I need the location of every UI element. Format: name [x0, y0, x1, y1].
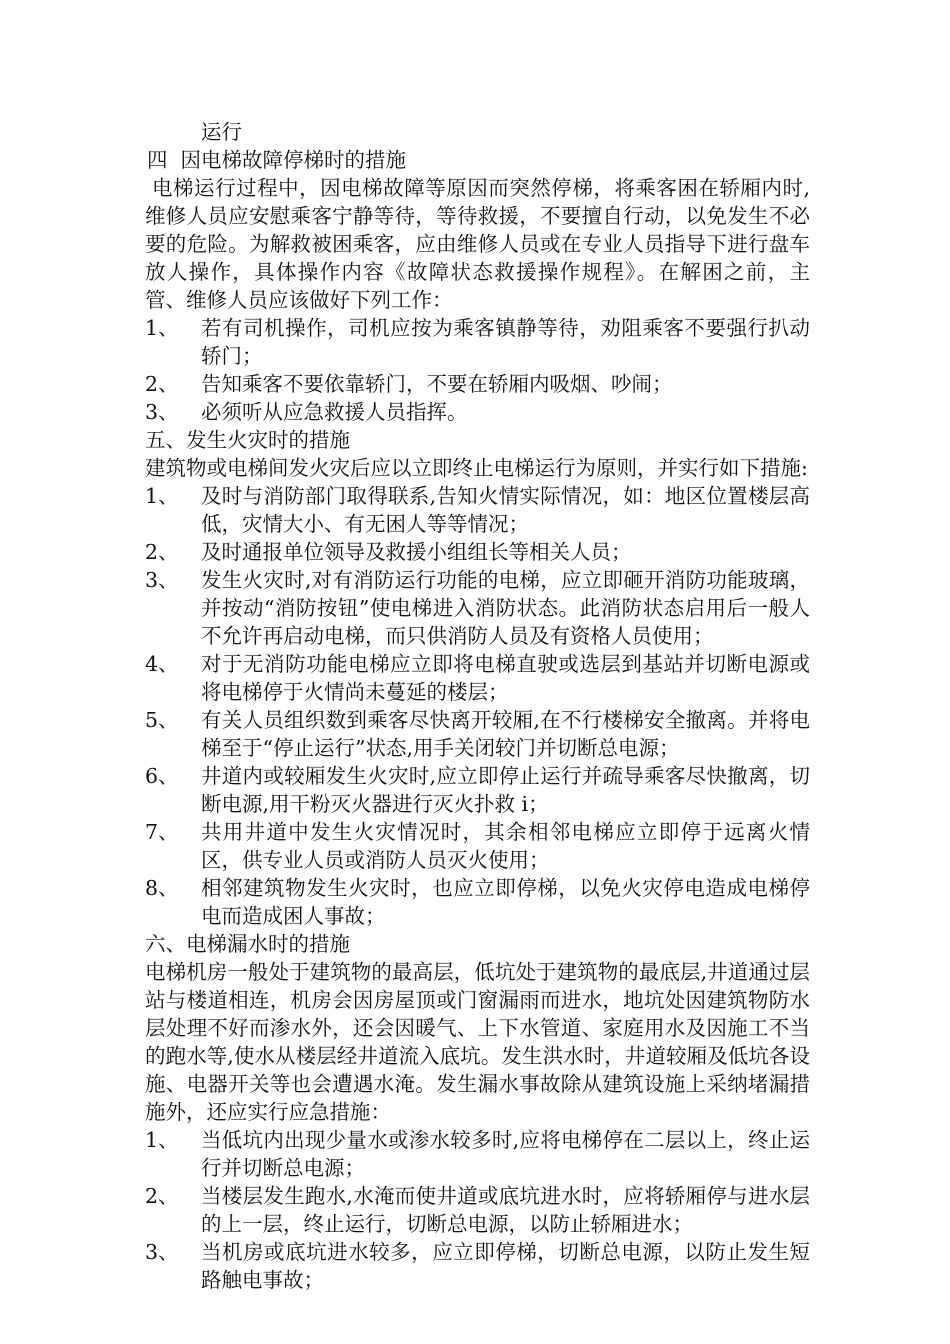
list-item-text: 井道内或较厢发生火灾时,应立即停止运行并疏导乘客尽快撤离，切断电源,用干粉灭火器进行灭火扑救 i；	[201, 764, 810, 816]
list-item	[145, 1238, 810, 1294]
list-item-number: 3、	[145, 568, 179, 592]
list-item-number: 8、	[145, 876, 179, 900]
list-item-number: 1、	[145, 1128, 179, 1152]
list-item	[145, 370, 810, 398]
list-item-number: 7、	[145, 820, 179, 844]
list-item-text: 当楼层发生跑水,水淹而使井道或底坑进水时，应将轿厢停与进水层的上一层，终止运行，切断总电源，以防止轿厢进水；	[201, 1184, 810, 1236]
section-5-paragraph: 建筑物或电梯间发火灾后应以立即终止电梯运行为原则，并实行如下措施:	[145, 456, 808, 480]
list-item-text: 当低坑内出现少量水或渗水较多时,应将电梯停在二层以上，终止运行并切断总电源；	[201, 1128, 810, 1180]
list-item-text: 及时与消防部门取得联系,告知火情实际情况，如：地区位置楼层高低，灾情大小、有无困人等等情况；	[201, 484, 810, 536]
list-item-number: 5、	[145, 708, 179, 732]
list-item-text: 当机房或底坑进水较多，应立即停梯，切断总电源，以防止发生短路触电事故；	[201, 1240, 810, 1292]
section-4-paragraph: 电梯运行过程中，因电梯故障等原因而突然停梯，将乘客困在轿厢内时,维修人员应安慰乘客宁静等待，等待救援，不要擅自行动，以免发生不必要的危险。为解救被困乘客，应由维修人员或在专业人员指导下进行盘车放人操作，具体操作内容《故障状态救援操作规程》。在解困之前，主管、维修人员应该做好下列工作：	[145, 176, 810, 312]
document-page	[145, 118, 810, 1294]
section-5-heading: 五、发生火灾时的措施	[145, 428, 350, 452]
list-item-text: 必须听从应急救援人员指挥。	[201, 400, 468, 424]
section-6-heading: 六、电梯漏水时的措施	[145, 932, 350, 956]
list-item-number: 2、	[145, 540, 179, 564]
list-item-text: 发生火灾时,对有消防运行功能的电梯，应立即砸开消防功能玻璃，并按动“消防按钮”使电梯进入消防状态。此消防状态启用后一般人不允许再启动电梯，而只供消防人员及有资格人员使用；	[201, 568, 810, 648]
list-item-text: 告知乘客不要依靠轿门，不要在轿厢内吸烟、吵闹；	[201, 372, 673, 396]
list-item-number: 6、	[145, 764, 179, 788]
section-6-paragraph: 电梯机房一般处于建筑物的最高层，低坑处于建筑物的最底层,井道通过层站与楼道相连，机房会因房屋顶或门窗漏雨而进水，地坑处因建筑物防水层处理不好而渗水外，还会因暖气、上下水管道、家庭用水及因施工不当的跑水等,使水从楼层经井道流入底坑。发生洪水时，井道较厢及低坑各设施、电器开关等也会遭遇水淹。发生漏水事故除从建筑设施上采纳堵漏措施外，还应实行应急措施：	[145, 960, 810, 1124]
list-item	[145, 1126, 810, 1182]
list-item-text: 若有司机操作，司机应按为乘客镇静等待，劝阻乘客不要强行扒动轿门；	[201, 316, 810, 368]
list-item	[145, 482, 810, 538]
list-item	[145, 706, 810, 762]
list-item	[145, 398, 810, 426]
list-item-text: 有关人员组织数到乘客尽快离开较厢,在不行楼梯安全撤离。并将电梯至于“停止运行”状态,用手关闭较门并切断总电源；	[201, 708, 810, 760]
list-item-text: 相邻建筑物发生火灾时，也应立即停梯，以免火灾停电造成电梯停电而造成困人事故；	[201, 876, 810, 928]
list-item	[145, 650, 810, 706]
list-item	[145, 1182, 810, 1238]
list-item	[145, 314, 810, 370]
list-item-number: 2、	[145, 372, 179, 396]
list-item-number: 1、	[145, 484, 179, 508]
list-item-number: 3、	[145, 400, 179, 424]
list-item	[145, 818, 810, 874]
list-item-number: 1、	[145, 316, 179, 340]
list-item	[145, 566, 810, 650]
list-item-number: 2、	[145, 1184, 179, 1208]
list-item-text: 共用井道中发生火灾情况时，其余相邻电梯应立即停于远离火情区，供专业人员或消防人员灭火使用；	[201, 820, 810, 872]
list-item	[145, 762, 810, 818]
list-item-text: 对于无消防功能电梯应立即将电梯直驶或选层到基站并切断电源或将电梯停于火情尚未蔓延的楼层；	[201, 652, 810, 704]
list-item-text: 及时通报单位领导及救援小组组长等相关人员；	[201, 540, 632, 564]
list-item-number: 3、	[145, 1240, 179, 1264]
list-item-number: 4、	[145, 652, 179, 676]
continued-text-fragment: 运行	[201, 120, 242, 144]
section-4-heading: 四 因电梯故障停梯时的措施	[147, 148, 407, 172]
list-item	[145, 538, 810, 566]
list-item	[145, 874, 810, 930]
